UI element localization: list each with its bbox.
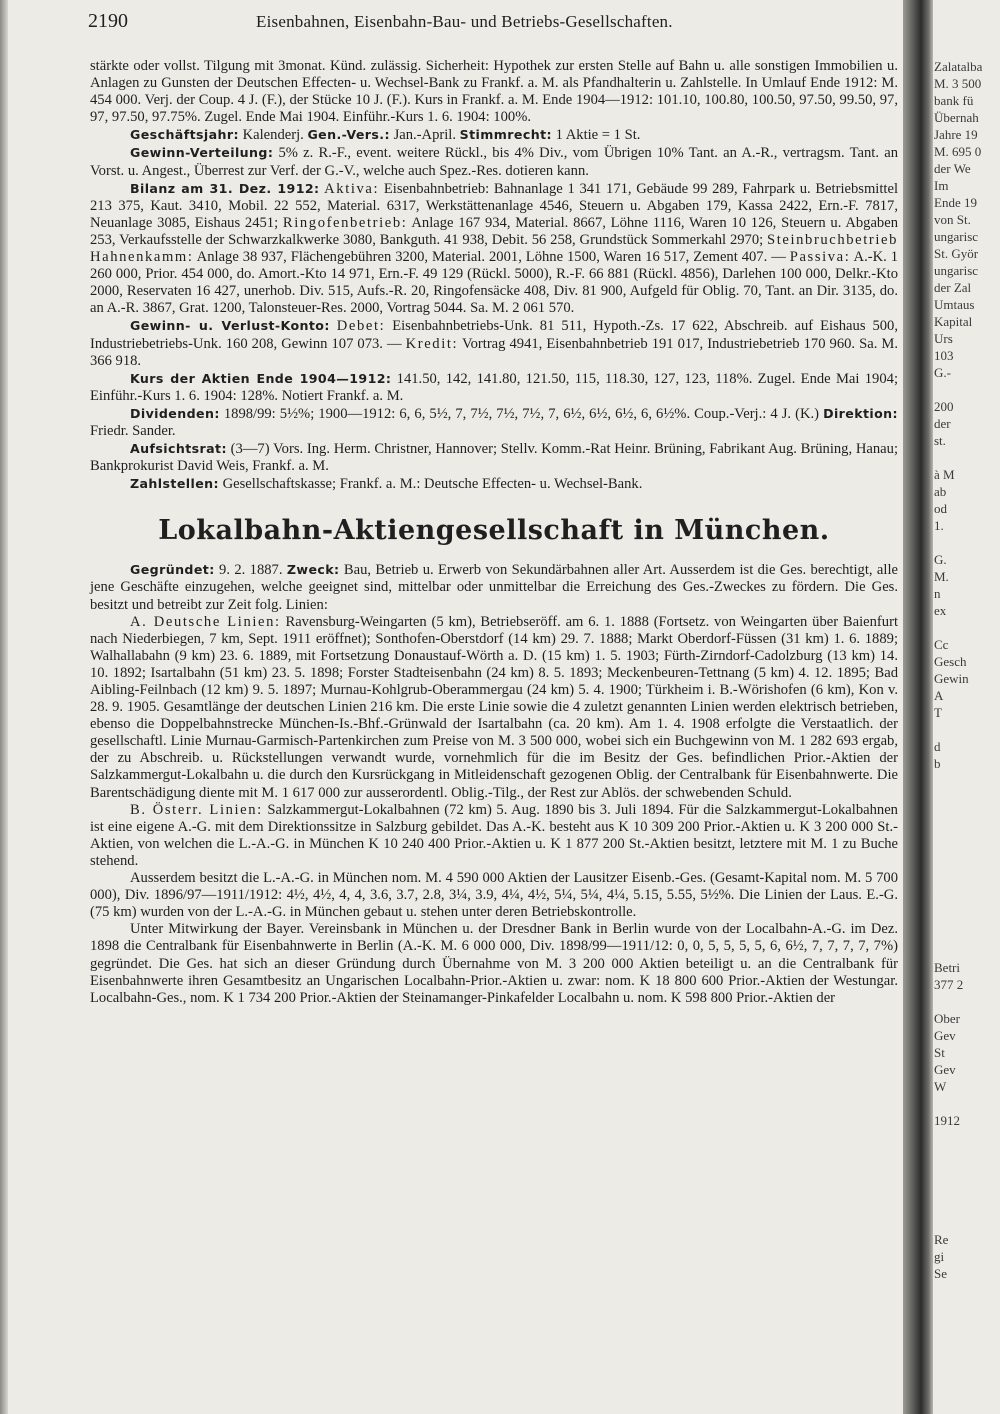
text-gewinn-verteilung: 5% z. R.-F., event. weitere Rückl., bis 4% Div., vom Übrigen 10% Tant. an A.-R., vertragsm. Tant. an Vorst. u. Angest., Überrest zur Verf. der G.-V., welche auch Spez.-Res. dotieren kann. <box>90 145 898 179</box>
text-genvers: Jan.-April. <box>393 127 456 144</box>
fragment-line <box>934 840 1000 857</box>
book-spine-shadow <box>903 0 933 1414</box>
label-dividenden: Dividenden: <box>130 405 220 421</box>
fragment-line <box>934 823 1000 840</box>
fragment-line <box>934 908 1000 925</box>
fragment-line: Jahre 19 <box>934 127 978 142</box>
fragment-line: Cc <box>934 637 949 652</box>
label-zahlstellen: Zahlstellen: <box>130 476 219 492</box>
fragment-line: ungarisc <box>934 263 979 278</box>
text-kurs: 141.50, 142, 141.80, 121.50, 115, 118.30, 127, 123, 118%. Zugel. Ende Mai 1904; Einführ.-Kurs 1. 6. 1904: 128%. Notiert Frankf. a. M. <box>90 370 899 404</box>
fragment-line: Umtaus <box>934 297 975 312</box>
running-title: Eisenbahnen, Eisenbahn-Bau- und Betriebs-Gesellschaften. <box>256 12 673 31</box>
fragment-line: Urs <box>934 331 953 346</box>
label-gewinn-verteilung: Gewinn-Verteilung: <box>130 145 274 161</box>
fragment-line: Ober <box>934 1011 960 1026</box>
fragment-line <box>934 1214 1000 1231</box>
paragraph-bilanz <box>90 180 898 318</box>
fragment-line: Übernah <box>934 110 979 125</box>
label-deutsche-linien: A. Deutsche Linien: <box>130 613 281 630</box>
fragment-line: W <box>934 1079 947 1094</box>
paragraph-gruendung-zweck <box>90 561 898 613</box>
fragment-line <box>934 1163 1000 1180</box>
paragraph-oesterr-linien <box>90 802 898 870</box>
text-zahlstellen: Gesellschaftskasse; Frankf. a. M.: Deutsche Effecten- u. Wechsel-Bank. <box>222 476 643 493</box>
fragment-line: Re <box>934 1232 949 1247</box>
fragment-line <box>934 925 1000 942</box>
fragment-line: ex <box>934 603 947 618</box>
main-column <box>90 58 898 1007</box>
text-zweck: Bau, Betrieb u. Erwerb von Sekundärbahnen aller Art. Ausserdem ist die Ges. berechtigt, alle jene Geschäfte einzugehen, welche geeignet sind, mittelbar oder unmittelbar die Erreichung des Ges.-Zweckes zu fördern. Die Ges. besitzt und betreibt zur Zeit folg. Linien: <box>90 562 898 613</box>
paragraph-deutsche-linien <box>90 614 898 802</box>
fragment-line: 1912 <box>934 1113 960 1128</box>
label-oesterr-linien: B. Österr. Linien: <box>130 801 263 818</box>
fragment-line: 1. <box>934 518 944 533</box>
fragment-line: d <box>934 739 941 754</box>
fragment-line: Se <box>934 1266 947 1281</box>
fragment-line: M. 3 500 <box>934 76 982 91</box>
fragment-line <box>934 534 1000 551</box>
paragraph-meeting-info <box>90 126 898 144</box>
fragment-line: st. <box>934 433 946 448</box>
fragment-line: A <box>934 688 944 703</box>
fragment-line <box>934 1095 1000 1112</box>
text-stimmrecht: 1 Aktie = 1 St. <box>555 127 641 144</box>
fragment-line <box>934 789 1000 806</box>
fragment-line: od <box>934 501 947 516</box>
fragment-line <box>934 1180 1000 1197</box>
fragment-line: ab <box>934 484 947 499</box>
fragment-line <box>934 721 1000 738</box>
label-gegruendet: Gegründet: <box>130 562 215 578</box>
label-ringofenbetrieb: Ringofenbetrieb: <box>282 214 408 231</box>
label-gewinn-verlust-konto: Gewinn- u. Verlust-Konto: <box>130 318 330 334</box>
text-dividenden: 1898/99: 5½%; 1900—1912: 6, 6, 5½, 7, 7½, 7½, 7½, 7, 6½, 6½, 6½, 6, 6½%. Coup.-Verj.: 4 J. (K.) <box>223 405 820 422</box>
fragment-line: 103 <box>934 348 954 363</box>
page-number: 2190 <box>88 10 128 32</box>
fragment-line: M. 695 0 <box>934 144 982 159</box>
text-bilanz-passiva: A.-K. 1 260 000, Prior. 454 000, do. Amort.-Kto 14 971, Ern.-F. 49 129 (Rückl. 5000), R.-F. 66 881 (Rückl. 4856), Darlehen 100 000, Delkr.-Kto 2000, Reservaten 16 427, unerhob. Div. 515, Aufs.-R. 20, Ringofensäcke 408, Div. 81 900, Aufgeld für Oblig. 70, Tant. an Dir. 3135, do. an A.-R. 3867, Grat. 1200, Talonsteuer-Res. 2000, Vortrag 5044. Sa. M. 2 061 570. <box>90 249 899 317</box>
paragraph-aufsichtsrat <box>90 440 898 475</box>
text-deutsche-linien: Ravensburg-Weingarten (5 km), Betriebseröff. am 6. 1. 1888 (Fortsetz. von Weingarten über Baienfurt nach Niederbiegen, 7 km, Sept. 1911 eröffnet); Sonthofen-Oberstdorf (14 km) 29. 7. 1888; Markt Oberdorf-Füssen (31 km) 1. 6. 1889; Walhallabahn (9 km) 23. 6. 1889, mit Fortsetzung Donaustauf-Wörth a. D. (15 km) 1. 5. 1903; Fürth-Zirndorf-Cadolzburg (13 km) 14. 10. 1892; Isartalbahn (51 km) 23. 5. 1898; Forster Stadteisenbahn (24 km) 8. 5. 1893; Meckenbeuren-Tettnang (5 km) 4. 12. 1895; Bad Aibling-Feilnbach (12 km) 9. 5. 1897; Murnau-Kohlgrub-Oberammergau (24 km) 5. 4. 1900; Türkheim i. B.-Wörishofen (6 km), Kon v. 28. 9. 1905. Gesamtlänge der deutschen Linien 216 km. Die erste Linie sowie die 4 zuletzt genannten Linien werden elektrisch betrieben, ebenso die Doppelbahnstrecke München-Is.-Bhf.-Grünwald der Isartalbahn (ca. 20 km). Am 1. 4. 1908 erfolgte die Verstaatlich. der gesellschaftl. Linie Murnau-Garmisch-Partenkirchen zum Preise von M. 3 500 000, wobei sich ein Buchgewinn von M. 1 282 693 ergab, der zu Abschreib. u. Rückstellungen verwandt wurde, vornehmlich für die im Besitz der Ges. befindlichen Prior.-Aktien der Salzkammergut-Lokalbahn u. die durch den Kursrückgang in Mitleidenschaft gezogenen Oblig. der Centralbank für Eisenbahnwerte. Die Barentschädigung diente mit M. 1 617 000 zur ausserordentl. Oblig.-Tilg., der Rest zur Ablös. der schwebenden Schuld. <box>90 613 899 801</box>
text-bilanz-ringofen: Anlage 167 934, Material. 8667, Löhne 1116, Waren 10 126, Steuern u. Abgaben 253, Verkaufsstelle der Schwarzkalkwerke 3080, Bankguth. 41 938, Debit. 56 258, Grundstück Sommerkahl 2970; <box>90 214 899 248</box>
paragraph-gewinn-verteilung <box>90 144 898 179</box>
fragment-line: Gev <box>934 1028 956 1043</box>
fragment-line <box>934 381 1000 398</box>
paragraph-lausitzer: Ausserdem besitzt die L.-A.-G. in München nom. M. 4 590 000 Aktien der Lausitzer Eisenb.-Ges. (Gesamt-Kapital nom. M. 5 700 000), Div. 1896/97—1911/1912: 4½, 4½, 4, 4, 3.6, 3.7, 2.8, 3¼, 3.9, 4¼, 4½, 5¼, 5¼, 4¼, 5.15, 5.55, 5½%. Die Linien der Laus. E.-G. (75 km) wurden von der L.-A.-G. in München gebaut u. stehen unter deren Betriebskontrolle. <box>90 870 898 921</box>
fragment-line: Im <box>934 178 949 193</box>
fragment-line <box>934 619 1000 636</box>
label-direktion: Direktion: <box>823 405 898 421</box>
fragment-line: der Zal <box>934 280 972 295</box>
text-oesterr-linien: Salzkammergut-Lokalbahnen (72 km) 5. Aug. 1890 bis 3. Juli 1894. Für die Salzkammergut-Lokalbahnen ist eine eigene A.-G. mit dem Direktionssitze in Salzburg gebildet. Das A.-K. besteht aus K 10 309 200 Prior.-Aktien u. K 3 200 000 St.-Aktien, von welchen die L.-A.-G. in München K 10 240 400 Prior.-Aktien u. K 1 877 200 St.-Aktien besitzt, letztere mit M. 1 zu Buche stehend. <box>90 801 898 869</box>
fragment-line: 377 2 <box>934 977 964 992</box>
adjacent-page-fragment <box>934 58 1000 1414</box>
running-header <box>88 10 888 34</box>
fragment-line: gi <box>934 1249 945 1264</box>
fragment-line <box>934 891 1000 908</box>
fragment-line: à M <box>934 467 955 482</box>
paragraph-zahlstellen <box>90 475 898 493</box>
fragment-line: Zalatalba <box>934 59 983 74</box>
label-debet: Debet: <box>336 318 386 335</box>
fragment-line: Kapital <box>934 314 973 329</box>
fragment-line: der <box>934 416 951 431</box>
label-stimmrecht: Stimmrecht: <box>459 127 552 143</box>
text-aufsichtsrat: (3—7) Vors. Ing. Herm. Christner, Hannover; Stellv. Komm.-Rat Heinr. Brüning, Fabrikant Aug. Brüning, Hanau; Bankprokurist David Weis, Frankf. a. M. <box>90 441 898 475</box>
paragraph-centralbank: Unter Mitwirkung der Bayer. Vereinsbank in München u. der Dresdner Bank in Berlin wurde von der Localbahn-A.-G. im Dez. 1898 die Centralbank für Eisenbahnwerte in Berlin (A.-K. M. 6 000 000, Div. 1898/99—1911/12: 0, 0, 5, 5, 5, 5, 6, 6½, 7, 7, 7, 7, 7%) gegründet. Die Ges. hat sich an dieser Gründung durch Übernahme von M. 3 200 000 Aktien beteiligt u. an die Centralbank für Eisenbahnwerte ihren Gesamtbesitz an Ungarischen Localbahn-Prior.-Aktien u. zwar: nom. K 18 800 600 Prior.-Aktien der Westungar. Localbahn-Ges., nom. K 1 734 200 Prior.-Aktien der Steinamanger-Pinkafelder Localbahn u. nom. K 598 800 Prior.-Aktien der <box>90 921 898 1006</box>
fragment-line: n <box>934 586 941 601</box>
fragment-line: b <box>934 756 941 771</box>
paragraph-kurs <box>90 370 898 405</box>
fragment-line: Ende 19 <box>934 195 977 210</box>
fragment-line <box>934 942 1000 959</box>
label-genvers: Gen.-Vers.: <box>307 127 390 143</box>
label-kredit: Kredit: <box>405 335 459 352</box>
label-geschaeftsjahr: Geschäftsjahr: <box>130 127 239 143</box>
fragment-line: St. Györ <box>934 246 979 261</box>
text-debet: Eisenbahnbetriebs-Unk. 81 511, Hypoth.-Zs. 17 622, Abschreib. auf Eishaus 500, Industriebetriebs-Unk. 160 208, Gewinn 107 073. — <box>90 318 898 352</box>
fragment-line: der We <box>934 161 971 176</box>
fragment-line <box>934 993 1000 1010</box>
fragment-line <box>934 874 1000 891</box>
fragment-line <box>934 449 1000 466</box>
fragment-line: Gev <box>934 1062 956 1077</box>
fragment-line: bank fü <box>934 93 974 108</box>
fragment-line <box>934 806 1000 823</box>
label-aktiva: Aktiva: <box>324 180 380 197</box>
fragment-line <box>934 1129 1000 1146</box>
page-edge-shadow <box>0 0 8 1414</box>
paragraph-dividenden <box>90 405 898 440</box>
paragraph-bond-terms: stärkte oder vollst. Tilgung mit 3monat. Künd. zulässig. Sicherheit: Hypothek zur ersten Stelle auf Bahn u. alle sonstigen Immobilien u. Anlagen zu Gunsten der Deutschen Effecten- u. Wechsel-Bank zu Frankf. a. M. als Pfandhalterin u. Zahlstelle. In Umlauf Ende 1912: M. 454 000. Verj. der Coup. 4 J. (F.), der Stücke 10 J. (F.). Kurs in Frankf. a. M. Ende 1904—1912: 101.10, 100.80, 100.50, 97.50, 99.50, 97, 97, 97.50, 97.75%. Zugel. Ende Mai 1904. Einführ.-Kurs 1. 6. 1904: 100%. <box>90 58 898 126</box>
fragment-line <box>934 1197 1000 1214</box>
fragment-line: Gewin <box>934 671 969 686</box>
fragment-line: 200 <box>934 399 954 414</box>
fragment-line: St <box>934 1045 945 1060</box>
label-zweck: Zweck: <box>286 562 340 578</box>
text-gegruendet: 9. 2. 1887. <box>219 562 283 579</box>
fragment-line: von St. <box>934 212 971 227</box>
label-passiva: Passiva: <box>789 249 851 266</box>
fragment-line: G.- <box>934 365 951 380</box>
label-steinbruchbetrieb: Steinbruchbetrieb Hahnenkamm: <box>90 231 898 266</box>
paragraph-gewinn-verlust <box>90 317 898 369</box>
fragment-line: Betri <box>934 960 960 975</box>
label-kurs: Kurs der Aktien Ende 1904—1912: <box>130 370 392 386</box>
text-geschaeftsjahr: Kalenderj. <box>242 127 304 144</box>
label-bilanz: Bilanz am 31. Dez. 1912: <box>130 180 320 196</box>
text-bilanz-steinbruch: Anlage 38 937, Flächengebühren 3200, Material. 2001, Löhne 1500, Waren 16 517, Zement 407. — <box>196 249 786 266</box>
fragment-line: M. <box>934 569 949 584</box>
fragment-line <box>934 1146 1000 1163</box>
fragment-line: ungarisc <box>934 229 979 244</box>
fragment-line <box>934 772 1000 789</box>
fragment-line: T <box>934 705 942 720</box>
fragment-line: G. <box>934 552 947 567</box>
text-kredit: Vortrag 4941, Eisenbahnbetrieb 191 017, Industriebetrieb 170 960. Sa. M. 366 918. <box>90 335 899 369</box>
fragment-line: Gesch <box>934 654 967 669</box>
section-heading: Lokalbahn-Aktiengesellschaft in München. <box>158 515 830 547</box>
text-bilanz-eisenbahn: Eisenbahnbetrieb: Bahnanlage 1 341 171, Gebäude 99 289, Fahrpark u. Betriebsmittel 213 375, Kaut. 3410, Mobil. 22 552, Material. 6317, Werkstättenanlage 4546, Steuern u. Abgaben 179, Kassa 2422, Ern.-F. 7817, Neuanlage 3085, Eishaus 2451; <box>90 180 899 231</box>
label-aufsichtsrat: Aufsichtsrat: <box>130 441 227 457</box>
text-direktion: Friedr. Sander. <box>90 422 176 439</box>
fragment-line <box>934 857 1000 874</box>
